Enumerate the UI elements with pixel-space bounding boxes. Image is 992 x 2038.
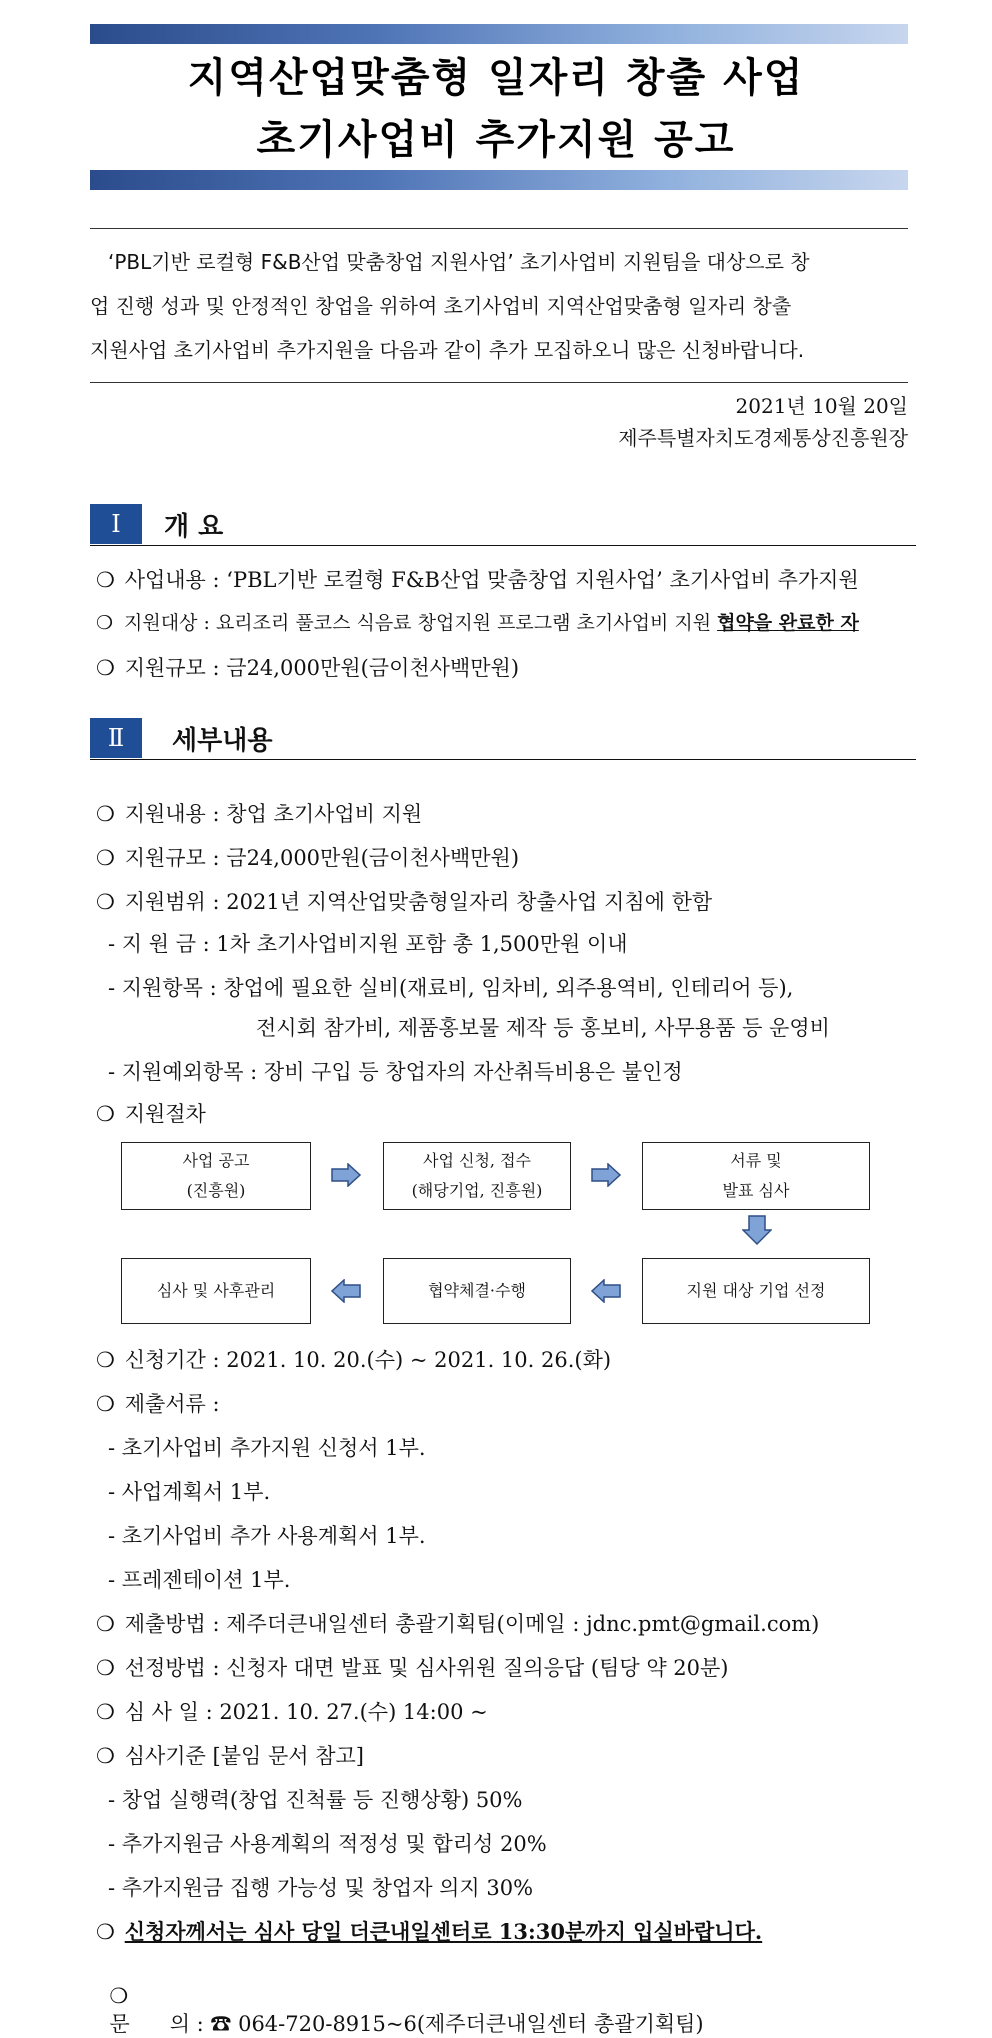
bullet-icon: ❍ [96,1920,115,1944]
criteria-item: - 창업 실행력(창업 진척률 등 진행상황) 50% [108,1788,523,1812]
criteria-heading: ❍ 심사기준 [붙임 문서 참고] [96,1744,364,1768]
bullet-icon: ❍ [96,1102,115,1126]
arrow-down-icon [742,1214,772,1246]
attendance-notice: ❍ 신청자께서는 심사 당일 더큰내일센터로 13:30분까지 입실바랍니다. [96,1919,763,1944]
document-item: - 초기사업비 추가지원 신청서 1부. [108,1436,426,1460]
document-item: - 사업계획서 1부. [108,1480,271,1504]
flow-step-application: 사업 신청, 접수 (해당기업, 진흥원) [383,1142,571,1210]
bullet-icon: ❍ [96,1348,115,1372]
intro-paragraph [90,240,908,372]
detail-sub-excluded: - 지원예외항목 : 장비 구입 등 창업자의 자산취득비용은 불인정 [108,1060,683,1084]
application-period: ❍ 신청기간 : 2021. 10. 20.(수) ~ 2021. 10. 26.(화) [96,1348,612,1372]
detail-item-scale: ❍ 지원규모 : 금24,000만원(금이천사백만원) [96,846,520,870]
arrow-right-icon [590,1163,622,1187]
intro-line-1: ‘PBL기반 로컬형 F&B산업 맞춤창업 지원사업’ 초기사업비 지원팀을 대상으로 창 [108,250,810,274]
detail-sub-items-a: - 지원항목 : 창업에 필요한 실비(재료비, 임차비, 외주용역비, 인테리어 등), [108,976,794,1000]
document-item: - 프레젠테이션 1부. [108,1568,291,1592]
bullet-icon: ❍ [96,568,115,592]
flow-step-selection: 지원 대상 기업 선정 [642,1258,870,1324]
title-bottom-bar [90,170,908,190]
bullet-icon: ❍ [96,846,115,870]
review-date: ❍ 심 사 일 : 2021. 10. 27.(수) 14:00 ~ [96,1700,488,1724]
bullet-icon: ❍ [96,656,115,680]
bullet-icon: ❍ [96,802,115,826]
criteria-item: - 추가지원금 사용계획의 적정성 및 합리성 20% [108,1832,547,1856]
intro-bottom-rule [90,382,908,383]
arrow-right-icon [330,1163,362,1187]
flow-step-management: 심사 및 사후관리 [121,1258,311,1324]
intro-line-2: 업 진행 성과 및 안정적인 창업을 위하여 초기사업비 지역산업맞춤형 일자리 창출 [90,294,792,318]
bullet-icon: ❍ [96,1744,115,1768]
section-2-rule [90,759,916,760]
arrow-left-icon [330,1279,362,1303]
detail-item-range: ❍ 지원범위 : 2021년 지역산업맞춤형일자리 창출사업 지침에 한함 [96,890,713,914]
title-top-bar [90,24,908,44]
bullet-icon: ❍ [96,1656,115,1680]
bullet-icon: ❍ [96,890,115,914]
procedure-heading: ❍ 지원절차 [96,1102,206,1126]
document-item: - 초기사업비 추가 사용계획서 1부. [108,1524,426,1548]
intro-line-3: 지원사업 초기사업비 추가지원을 다음과 같이 추가 모집하오니 많은 신청바랍니다. [90,338,805,362]
section-2-title: 세부내용 [172,726,273,756]
flow-step-agreement: 협약체결·수행 [383,1258,571,1324]
detail-sub-amount: - 지 원 금 : 1차 초기사업비지원 포함 총 1,500만원 이내 [108,932,628,956]
section-1-rule [90,545,916,546]
bullet-icon: ❍ [96,1700,115,1724]
bullet-icon: ❍ [109,1984,129,2008]
announcement-date: 2021년 10월 20일 [735,394,908,418]
overview-item-business: ❍ 사업내용 : ‘PBL기반 로컬형 F&B산업 맞춤창업 지원사업’ 초기사업비 추가지원 [96,568,859,592]
arrow-left-icon [590,1279,622,1303]
bullet-icon: ❍ [96,1612,115,1636]
detail-sub-items-b: 전시회 참가비, 제품홍보물 제작 등 홍보비, 사무용품 등 운영비 [256,1016,830,1040]
page-title-line-1: 지역산업맞춤형 일자리 창출 사업 [187,55,805,101]
section-2-numeral: Ⅱ [90,718,142,758]
bullet-icon: ❍ [96,612,114,634]
selection-method: ❍ 선정방법 : 신청자 대면 발표 및 심사위원 질의응답 (팀당 약 20분) [96,1656,729,1680]
section-1-numeral: Ⅰ [90,504,142,544]
contact-info: ❍ 문 의 : ☎ 064-720-8915~6(제주더큰내일센터 총괄기획팀) [109,1984,704,2036]
criteria-item: - 추가지원금 집행 가능성 및 창업자 의지 30% [108,1876,534,1900]
overview-item-scale: ❍ 지원규모 : 금24,000만원(금이천사백만원) [96,656,520,680]
detail-item-content: ❍ 지원내용 : 창업 초기사업비 지원 [96,802,423,826]
bullet-icon: ❍ [96,1392,115,1416]
overview-item-target: ❍ 지원대상 : 요리조리 풀코스 식음료 창업지원 프로그램 초기사업비 지원 협약을 완료한 자 [96,612,859,634]
page-title-line-2: 초기사업비 추가지원 공고 [256,117,736,163]
flow-step-announcement: 사업 공고 (진흥원) [121,1142,311,1210]
documents-heading: ❍ 제출서류 : [96,1392,220,1416]
flow-step-review: 서류 및 발표 심사 [642,1142,870,1210]
section-1-title: 개 요 [164,512,224,542]
issuer: 제주특별자치도경제통상진흥원장 [618,426,908,450]
intro-top-rule [90,228,908,229]
submission-method: ❍ 제출방법 : 제주더큰내일센터 총괄기획팀(이메일 : jdnc.pmt@gmail.com) [96,1612,820,1636]
